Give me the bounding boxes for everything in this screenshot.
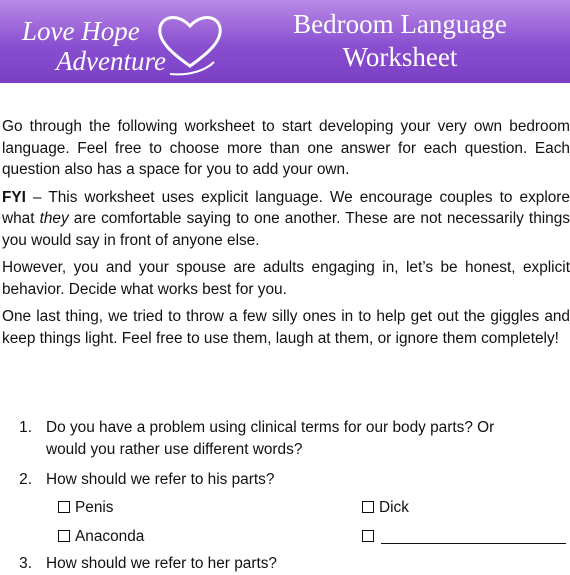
svg-text:Love Hope: Love Hope xyxy=(22,16,140,46)
question-line-1: Do you have a problem using clinical terms for our body parts? Or xyxy=(46,419,495,436)
fyi-text-a: – This worksheet uses explicit language. We encourage couples to explore what xyxy=(2,188,570,227)
write-in-blank[interactable] xyxy=(381,529,566,544)
question-number: 2. xyxy=(19,471,32,488)
option-label: Anaconda xyxy=(75,528,145,545)
intro-paragraph-4: One last thing, we tried to throw a few silly ones in to help get out the giggles and keep things light. Feel free to use them, laugh at them, or ignore them completely! xyxy=(2,308,570,347)
question-text: How should we refer to his parts? xyxy=(46,471,275,488)
header-banner xyxy=(0,0,570,83)
title-line-2: Worksheet xyxy=(342,42,458,72)
checkbox[interactable] xyxy=(362,530,374,542)
title-line-1: Bedroom Language xyxy=(293,9,507,39)
question-number: 1. xyxy=(19,419,32,436)
fyi-label: FYI xyxy=(2,188,26,206)
intro-paragraph-1: Go through the following worksheet to start developing your very own bedroom language. Feel free to choose more than one answer for each question. Each question also has a space for you to add your own. xyxy=(2,118,570,178)
option-anaconda[interactable] xyxy=(58,527,144,547)
checkbox[interactable] xyxy=(58,501,70,513)
question-line-2: would you rather use different words? xyxy=(46,441,303,458)
heart-icon xyxy=(160,18,220,66)
fyi-emphasis: they xyxy=(39,210,69,227)
svg-text:Adventure: Adventure xyxy=(56,46,166,76)
option-penis[interactable] xyxy=(58,498,114,518)
love-hope-adventure-logo xyxy=(20,8,230,78)
option-write-in[interactable] xyxy=(362,527,566,547)
option-dick[interactable] xyxy=(362,498,409,518)
option-label: Dick xyxy=(379,499,409,516)
option-label: Penis xyxy=(75,499,114,516)
intro-paragraph-3: However, you and your spouse are adults engaging in, let’s be honest, explicit behavior. Decide what works best for you. xyxy=(2,259,570,298)
question-text: How should we refer to her parts? xyxy=(46,555,277,572)
intro-paragraph-2 xyxy=(2,187,570,252)
checkbox[interactable] xyxy=(58,530,70,542)
question-text xyxy=(46,417,494,461)
question-number: 3. xyxy=(19,555,32,572)
checkbox[interactable] xyxy=(362,501,374,513)
fyi-text-b: are comfortable saying to one another. These are not necessarily things you would say in front of anyone else. xyxy=(2,210,570,249)
intro-text xyxy=(2,116,570,355)
worksheet-title xyxy=(250,8,550,74)
